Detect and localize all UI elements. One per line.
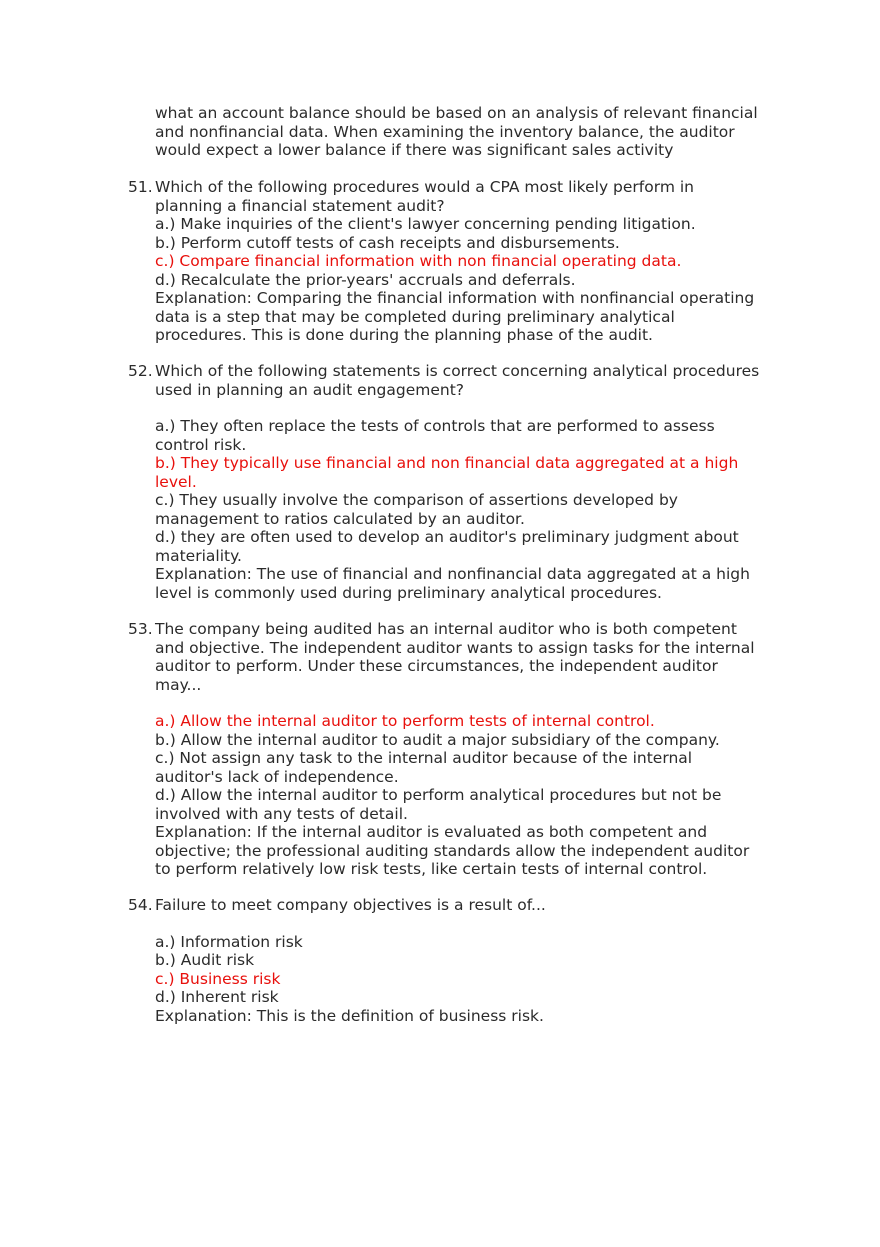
question-51: [128, 178, 795, 345]
option-c: c.) They usually involve the comparison of assertions developed by: [155, 491, 678, 509]
option-a: a.) They often replace the tests of controls that are performed to assess: [155, 417, 715, 435]
option-d: involved with any tests of detail.: [155, 804, 408, 823]
question-text: Which of the following procedures would a CPA most likely perform in: [155, 178, 694, 196]
option-c: management to ratios calculated by an auditor.: [155, 509, 525, 528]
option-d: d.) they are often used to develop an auditor's preliminary judgment about: [155, 528, 739, 546]
option-c: c.) Not assign any task to the internal auditor because of the internal: [155, 749, 693, 767]
option-c: auditor's lack of independence.: [155, 767, 399, 786]
option-c-correct: c.) Compare financial information with non financial operating data.: [155, 252, 682, 270]
question-number: 54.: [128, 896, 153, 914]
question-text: Which of the following statements is correct concerning analytical procedures: [155, 362, 760, 380]
question-54: [128, 896, 795, 1025]
question-53: [128, 620, 795, 879]
explanation: Explanation: Comparing the financial information with nonfinancial operating: [155, 289, 755, 307]
explanation: objective; the professional auditing standards allow the independent auditor: [155, 841, 750, 860]
option-b: b.) Perform cutoff tests of cash receipts and disbursements.: [155, 233, 620, 252]
option-b-correct: level.: [155, 472, 197, 491]
explanation: data is a step that may be completed during preliminary analytical: [155, 307, 675, 326]
explanation: Explanation: This is the definition of business risk.: [155, 1006, 544, 1025]
option-a: a.) Information risk: [155, 932, 303, 951]
option-b-correct: b.) They typically use financial and non financial data aggregated at a high: [155, 454, 739, 472]
question-number: 51.: [128, 178, 153, 196]
question-number: 53.: [128, 620, 153, 638]
option-d: materiality.: [155, 546, 242, 565]
question-number: 52.: [128, 362, 153, 380]
intro-line: what an account balance should be based on an analysis of relevant financial: [155, 104, 758, 122]
explanation: to perform relatively low risk tests, like certain tests of internal control.: [155, 860, 708, 878]
question-text: used in planning an audit engagement?: [155, 380, 465, 399]
explanation: Explanation: The use of financial and nonfinancial data aggregated at a high: [155, 565, 750, 583]
option-a-correct: a.) Allow the internal auditor to perform tests of internal control.: [155, 712, 655, 730]
intro-paragraph: [155, 104, 795, 160]
question-text: Failure to meet company objectives is a result of...: [155, 896, 546, 914]
question-text: The company being audited has an internal auditor who is both competent: [155, 620, 737, 638]
intro-line: and nonfinancial data. When examining the inventory balance, the auditor: [155, 122, 735, 141]
option-d: d.) Recalculate the prior-years' accruals and deferrals.: [155, 270, 576, 289]
option-a: a.) Make inquiries of the client's lawyer concerning pending litigation.: [155, 215, 696, 233]
question-text: and objective. The independent auditor wants to assign tasks for the internal: [155, 638, 755, 657]
question-text: auditor to perform. Under these circumstances, the independent auditor: [155, 657, 718, 675]
explanation: level is commonly used during preliminary analytical procedures.: [155, 583, 662, 602]
option-a: control risk.: [155, 435, 247, 454]
option-b: b.) Allow the internal auditor to audit a major subsidiary of the company.: [155, 730, 720, 749]
question-text: may...: [155, 675, 202, 694]
option-d: d.) Allow the internal auditor to perform analytical procedures but not be: [155, 786, 722, 804]
option-b: b.) Audit risk: [155, 951, 255, 969]
question-52: [128, 362, 795, 602]
question-text: planning a financial statement audit?: [155, 196, 445, 215]
explanation: Explanation: If the internal auditor is evaluated as both competent and: [155, 823, 708, 841]
intro-line: would expect a lower balance if there was significant sales activity: [155, 141, 674, 159]
explanation: procedures. This is done during the planning phase of the audit.: [155, 326, 653, 344]
option-d: d.) Inherent risk: [155, 988, 279, 1006]
option-c-correct: c.) Business risk: [155, 969, 281, 988]
